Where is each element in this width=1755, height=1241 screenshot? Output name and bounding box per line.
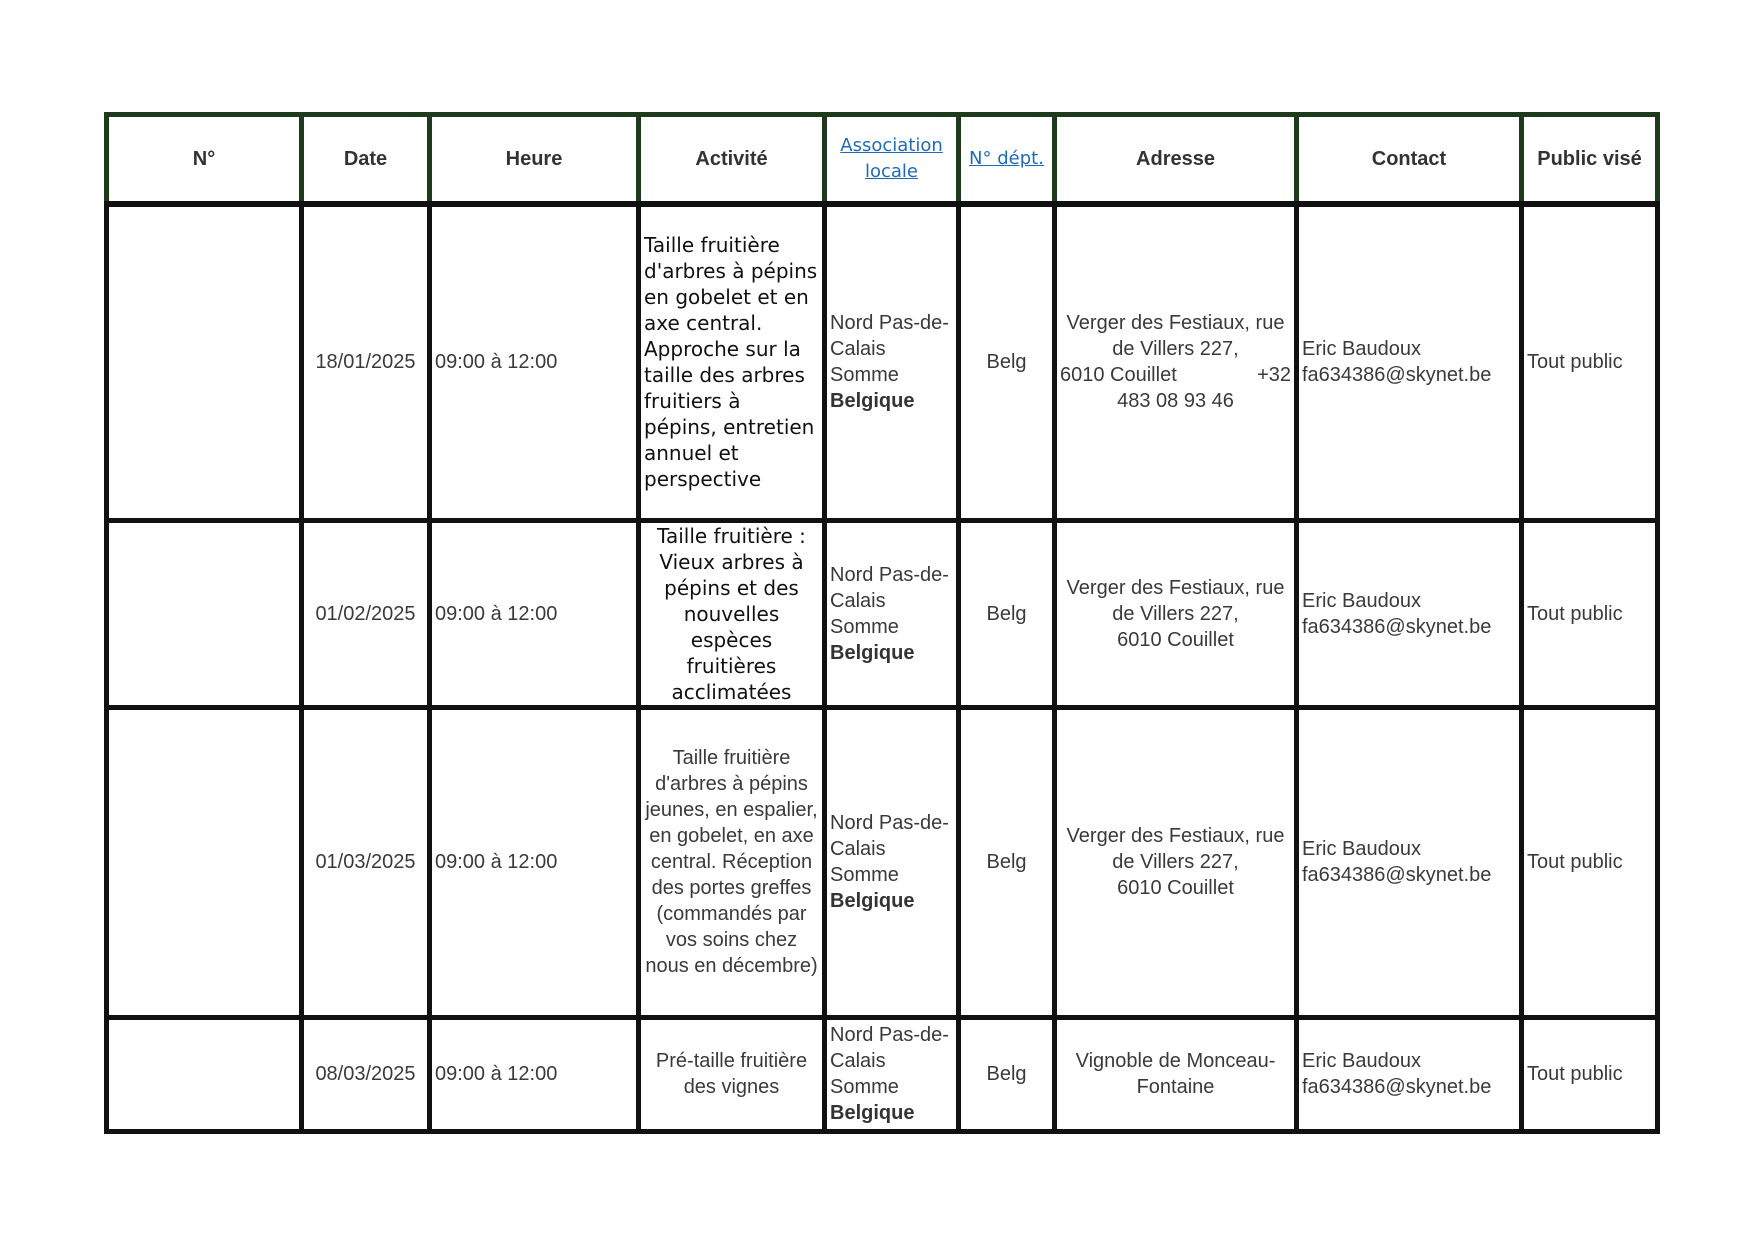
contact-email: fa634386@skynet.be: [1302, 364, 1492, 387]
cell-public: Tout public: [1522, 520, 1658, 707]
address-street: Verger des Festiaux, rue de Villers 227,: [1066, 312, 1285, 361]
cell-dept: Belg: [959, 204, 1055, 520]
cell-date: 01/02/2025: [302, 520, 430, 707]
address-street: Vignoble de Monceau-Fontaine: [1075, 1050, 1276, 1098]
contact-email: fa634386@skynet.be: [1302, 1076, 1492, 1098]
association-name: Nord Pas-de-Calais Somme: [830, 563, 949, 638]
cell-association: [825, 520, 959, 707]
header-activite: Activité: [639, 115, 825, 205]
header-num: N°: [107, 115, 302, 205]
address-city: 6010 Couillet: [1117, 628, 1234, 651]
contact-name: Eric Baudoux: [1302, 1050, 1421, 1072]
table-row: [107, 707, 1658, 1017]
cell-activite: Taille fruitière d'arbres à pépins jeunes, en espalier, en gobelet, en axe central. Réception des portes greffes (commandés par vos soins chez nous en décembre): [639, 707, 825, 1017]
address-phone-prefix: +32: [1257, 364, 1291, 387]
contact-name: Eric Baudoux: [1302, 838, 1421, 860]
cell-date: 01/03/2025: [302, 707, 430, 1017]
address-street: Verger des Festiaux, rue de Villers 227,: [1066, 825, 1285, 873]
address-city: 6010 Couillet: [1117, 877, 1234, 899]
cell-activite: Taille fruitière d'arbres à pépins en gobelet et en axe central. Approche sur la taille des arbres fruitiers à pépins, entretien annuel et perspective: [639, 204, 825, 520]
header-row: [107, 115, 1658, 205]
cell-association: [825, 204, 959, 520]
association-country: Belgique: [830, 890, 915, 912]
table-row: [107, 204, 1658, 520]
association-name: Nord Pas-de-Calais Somme: [830, 312, 949, 387]
cell-dept: Belg: [959, 1017, 1055, 1131]
cell-public: Tout public: [1522, 707, 1658, 1017]
association-country: Belgique: [830, 1102, 915, 1124]
table-row: [107, 520, 1658, 707]
events-table: [104, 112, 1660, 1134]
address-city-row: [1060, 362, 1291, 388]
address-city: 6010 Couillet: [1060, 364, 1177, 387]
cell-public: Tout public: [1522, 204, 1658, 520]
header-contact: Contact: [1297, 115, 1522, 205]
cell-adresse: [1055, 707, 1297, 1017]
cell-contact: [1297, 520, 1522, 707]
header-dept-link[interactable]: N° dépt.: [959, 115, 1055, 205]
cell-adresse: [1055, 204, 1297, 520]
association-country: Belgique: [830, 641, 915, 664]
header-heure: Heure: [430, 115, 639, 205]
cell-num: [107, 707, 302, 1017]
cell-num: [107, 1017, 302, 1131]
header-public: Public visé: [1522, 115, 1658, 205]
header-date: Date: [302, 115, 430, 205]
association-name: Nord Pas-de-Calais Somme: [830, 1024, 949, 1098]
cell-date: 18/01/2025: [302, 204, 430, 520]
cell-dept: Belg: [959, 707, 1055, 1017]
cell-association: [825, 707, 959, 1017]
cell-contact: [1297, 707, 1522, 1017]
address-phone: 483 08 93 46: [1117, 390, 1234, 413]
cell-activite: Pré-taille fruitière des vignes: [639, 1017, 825, 1131]
cell-adresse: [1055, 1017, 1297, 1131]
cell-heure: 09:00 à 12:00: [430, 1017, 639, 1131]
header-association-link[interactable]: Association locale: [825, 115, 959, 205]
cell-adresse: [1055, 520, 1297, 707]
cell-association: [825, 1017, 959, 1131]
contact-name: Eric Baudoux: [1302, 589, 1421, 612]
association-name: Nord Pas-de-Calais Somme: [830, 812, 949, 886]
cell-activite: Taille fruitière : Vieux arbres à pépins et des nouvelles espèces fruitières acclimatées: [639, 520, 825, 707]
table-row: [107, 1017, 1658, 1131]
cell-heure: 09:00 à 12:00: [430, 707, 639, 1017]
cell-num: [107, 520, 302, 707]
header-adresse: Adresse: [1055, 115, 1297, 205]
cell-contact: [1297, 204, 1522, 520]
association-country: Belgique: [830, 390, 915, 413]
cell-heure: 09:00 à 12:00: [430, 520, 639, 707]
cell-contact: [1297, 1017, 1522, 1131]
contact-email: fa634386@skynet.be: [1302, 864, 1492, 886]
cell-public: Tout public: [1522, 1017, 1658, 1131]
cell-dept: Belg: [959, 520, 1055, 707]
cell-num: [107, 204, 302, 520]
contact-email: fa634386@skynet.be: [1302, 615, 1492, 638]
cell-heure: 09:00 à 12:00: [430, 204, 639, 520]
cell-date: 08/03/2025: [302, 1017, 430, 1131]
address-street: Verger des Festiaux, rue de Villers 227,: [1066, 576, 1285, 625]
contact-name: Eric Baudoux: [1302, 338, 1421, 361]
